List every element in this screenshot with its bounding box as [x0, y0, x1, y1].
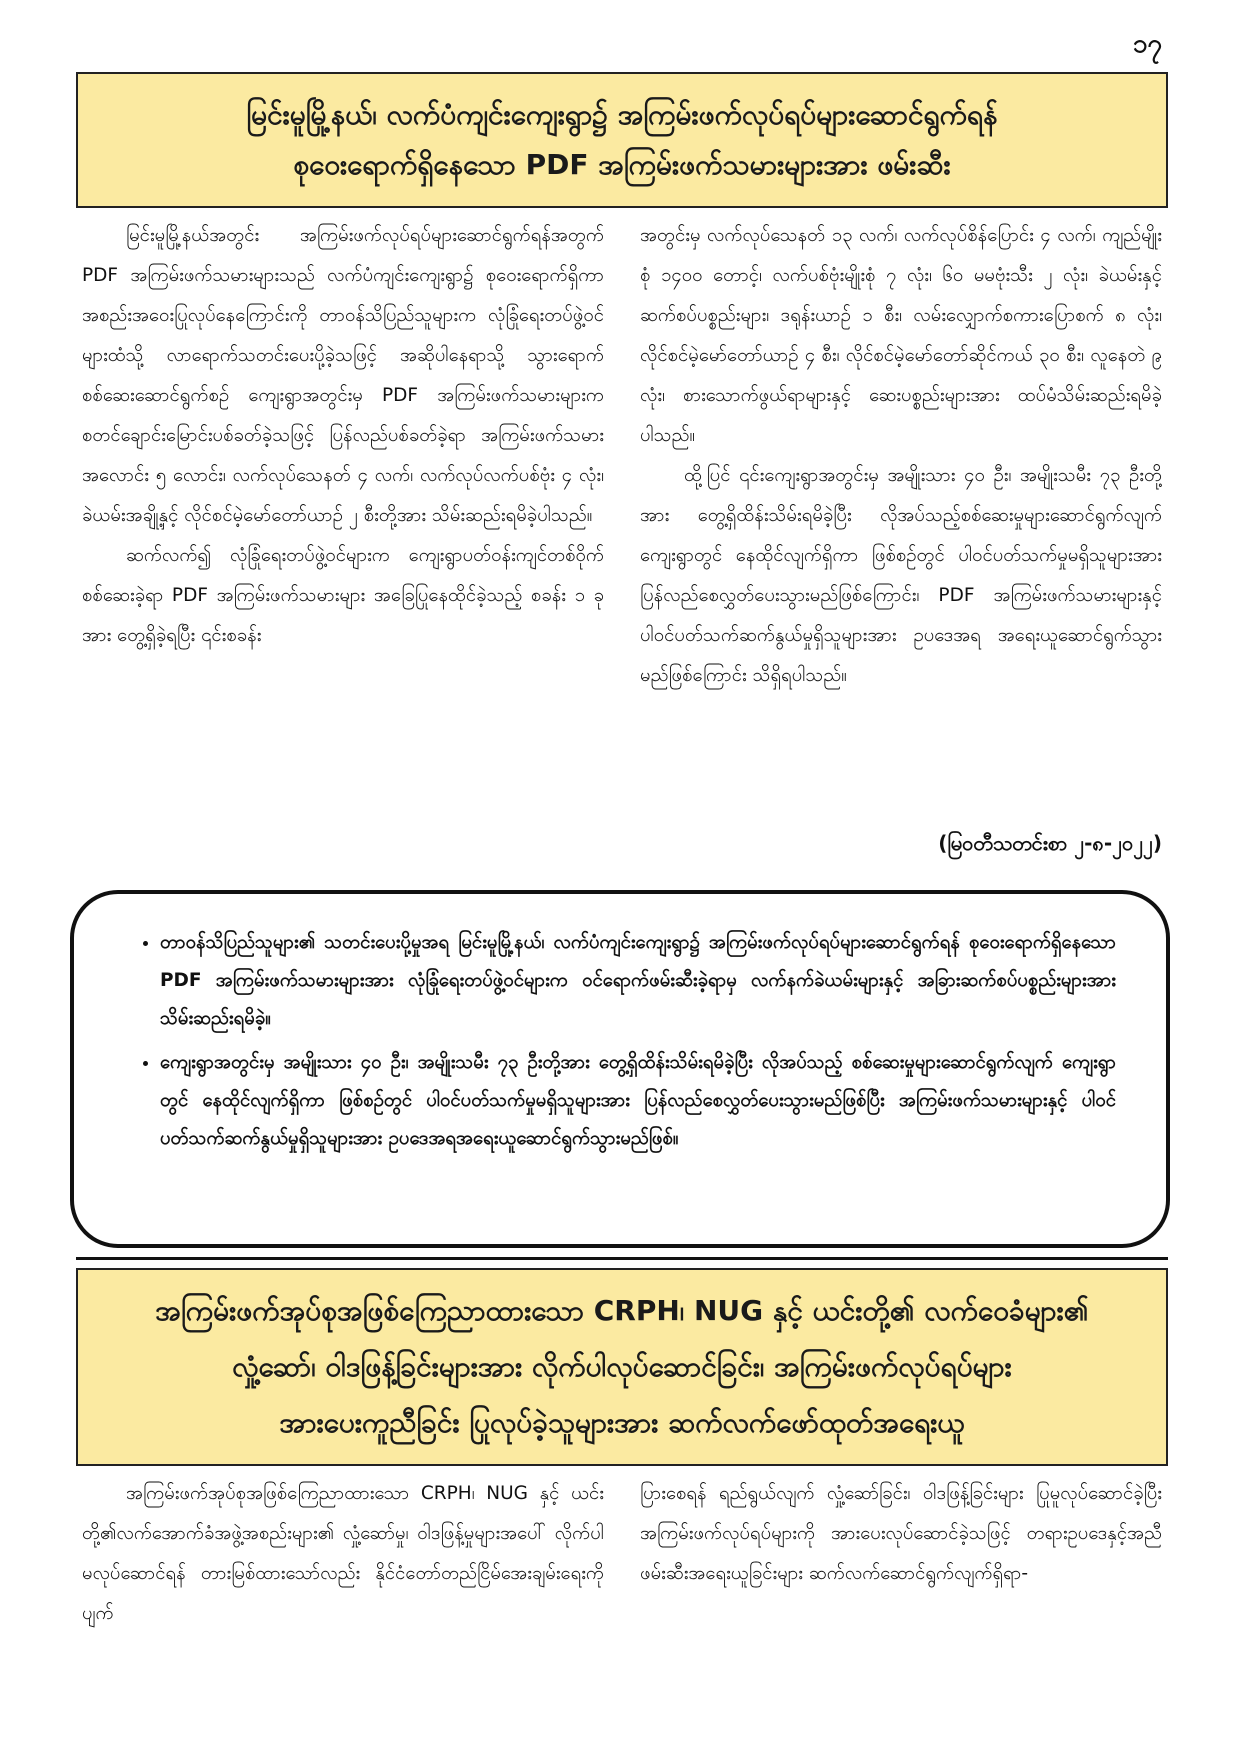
- page-number: ၁၇: [1132, 29, 1162, 59]
- article2-headline-line: လှုံ့ဆော်၊ ဝါဒဖြန့်ခြင်းများအား လိုက်ပါလုပ်ဆောင်ခြင်း၊ အကြမ်းဖက်လုပ်ရပ်များ: [232, 1350, 1012, 1383]
- article2-body: [82, 1474, 1162, 1654]
- summary-list: [126, 924, 1116, 1158]
- article1-headline: [76, 72, 1168, 208]
- article1-headline-line: စုဝေးရောက်ရှိနေသော PDF အကြမ်းဖက်သမားများအား ဖမ်းဆီး: [293, 148, 951, 181]
- section-divider: [76, 1257, 1168, 1260]
- article1-paragraph: မြင်းမူမြို့နယ်အတွင်း အကြမ်းဖက်လုပ်ရပ်များဆောင်ရွက်ရန်အတွက် PDF အကြမ်းဖက်သမားများသည် လက်ပံကျင်းကျေးရွာ၌ စုဝေးရောက်ရှိကာ အစည်းအဝေးပြုလုပ်နေကြောင်းကို တာဝန်သိပြည်သူများက လုံခြုံရေးတပ်ဖွဲ့ဝင်များထံသို့ လာရောက်သတင်းပေးပို့ခဲ့သဖြင့် အဆိုပါနေရာသို့ သွားရောက်စစ်ဆေးဆောင်ရွက်စဉ် ကျေးရွာအတွင်းမှ PDF အကြမ်းဖက်သမားများက စတင်ချောင်းမြောင်းပစ်ခတ်ခဲ့သဖြင့် ပြန်လည်ပစ်ခတ်ခဲ့ရာ အကြမ်းဖက်သမားအလောင်း ၅ လောင်း၊ လက်လုပ်သေနတ် ၄ လက်၊ လက်လုပ်လက်ပစ်ဗုံး ၄ လုံး၊ ခဲယမ်းအချို့နှင့် လိုင်စင်မဲ့မော်တော်ယာဉ် ၂ စီးတို့အား သိမ်းဆည်းရမိခဲ့ပါသည်။: [82, 225, 604, 526]
- article1-source: (မြဝတီသတင်းစာ ၂-၈-၂၀၂၂): [938, 831, 1162, 855]
- article1-left-column: [82, 216, 604, 816]
- article2-headline-line: အားပေးကူညီခြင်း ပြုလုပ်ခဲ့သူများအား ဆက်လက်ဖော်ထုတ်အရေးယူ: [279, 1406, 965, 1439]
- article2-right-column: [640, 1474, 1162, 1654]
- article1-headline-line: မြင်းမူမြို့နယ်၊ လက်ပံကျင်းကျေးရွာ၌ အကြမ်းဖက်လုပ်ရပ်များဆောင်ရွက်ရန်: [246, 98, 998, 131]
- article2-left-column: [82, 1474, 604, 1654]
- article1-body: [82, 216, 1162, 816]
- article1-paragraph: ထို့ပြင် ၎င်းကျေးရွာအတွင်းမှ အမျိုးသား ၄၀ ဦး၊ အမျိုးသမီး ၇၃ ဦးတို့အား တွေ့ရှိထိန်းသိမ်းရမိခဲ့ပြီး လိုအပ်သည့်စစ်ဆေးမှုများဆောင်ရွက်လျက် ကျေးရွာတွင် နေထိုင်လျက်ရှိကာ ဖြစ်စဉ်တွင် ပါဝင်ပတ်သက်မှုမရှိသူများအား ပြန်လည်စေလွှတ်ပေးသွားမည်ဖြစ်ကြောင်း၊ PDF အကြမ်းဖက်သမားများနှင့် ပါဝင်ပတ်သက်ဆက်နွယ်မှုရှိသူများအား ဥပဒေအရ အရေးယူဆောင်ရွက်သွားမည်ဖြစ်ကြောင်း သိရှိရပါသည်။: [640, 465, 1162, 686]
- article1-paragraph: အတွင်းမှ လက်လုပ်သေနတ် ၁၃ လက်၊ လက်လုပ်စိန်ပြောင်း ၄ လက်၊ ကျည်မျိုးစုံ ၁၄၀၀ တောင့်၊ လက်ပစ်ဗုံးမျိုးစုံ ၇ လုံး၊ ၆၀ မမဗုံးသီး ၂ လုံး၊ ခဲယမ်းနှင့် ဆက်စပ်ပစ္စည်းများ၊ ဒရုန်းယာဉ် ၁ စီး၊ လမ်းလျှောက်စကားပြောစက် ၈ လုံး၊ လိုင်စင်မဲ့မော်တော်ယာဉ် ၄ စီး၊ လိုင်စင်မဲ့မော်တော်ဆိုင်ကယ် ၃၀ စီး၊ လူနေတဲ ၉ လုံး၊ စားသောက်ဖွယ်ရာများနှင့် ဆေးပစ္စည်းများအား ထပ်မံသိမ်းဆည်းရမိခဲ့ပါသည်။: [640, 225, 1162, 446]
- article2-paragraph: အကြမ်းဖက်အုပ်စုအဖြစ်ကြေညာထားသော CRPH၊ NUG နှင့် ယင်းတို့၏လက်အောက်ခံအဖွဲ့အစည်းများ၏ လှုံ့ဆော်မှု၊ ဝါဒဖြန့်မှုများအပေါ် လိုက်ပါမလုပ်ဆောင်ရန် တားမြစ်ထားသော်လည်း နိုင်ငံတော်တည်ငြိမ်အေးချမ်းရေးကို ပျက်: [82, 1483, 604, 1624]
- summary-box: [70, 890, 1170, 1248]
- article1-right-column: [640, 216, 1162, 816]
- summary-bullet: • တာဝန်သိပြည်သူများ၏ သတင်းပေးပို့မှုအရ မြင်းမူမြို့နယ်၊ လက်ပံကျင်းကျေးရွာ၌ အကြမ်းဖက်လုပ်ရပ်များဆောင်ရွက်ရန် စုဝေးရောက်ရှိနေသော PDF အကြမ်းဖက်သမားများအား လုံခြုံရေးတပ်ဖွဲ့ဝင်များက ဝင်ရောက်ဖမ်းဆီးခဲ့ရာမှ လက်နက်ခဲယမ်းများနှင့် အခြားဆက်စပ်ပစ္စည်းများအား သိမ်းဆည်းရမိခဲ့။: [160, 924, 1116, 1038]
- article2-headline-line: အကြမ်းဖက်အုပ်စုအဖြစ်ကြေညာထားသော CRPH၊ NUG နှင့် ယင်းတို့၏ လက်ဝေခံများ၏: [155, 1294, 1089, 1327]
- article2-headline: [76, 1268, 1168, 1466]
- summary-bullet: • ကျေးရွာအတွင်းမှ အမျိုးသား ၄၀ ဦး၊ အမျိုးသမီး ၇၃ ဦးတို့အား တွေ့ရှိထိန်းသိမ်းရမိခဲ့ပြီး လိုအပ်သည့် စစ်ဆေးမှုများဆောင်ရွက်လျက် ကျေးရွာတွင် နေထိုင်လျက်ရှိကာ ဖြစ်စဉ်တွင် ပါဝင်ပတ်သက်မှုမရှိသူများအား ပြန်လည်စေလွှတ်ပေးသွားမည်ဖြစ်ပြီး အကြမ်းဖက်သမားများနှင့် ပါဝင်ပတ်သက်ဆက်နွယ်မှုရှိသူများအား ဥပဒေအရအရေးယူဆောင်ရွက်သွားမည်ဖြစ်။: [160, 1044, 1116, 1158]
- article2-paragraph: ပြားစေရန် ရည်ရွယ်လျက် လှုံ့ဆော်ခြင်း၊ ဝါဒဖြန့်ခြင်းများ ပြုမူလုပ်ဆောင်ခဲ့ပြီး အကြမ်းဖက်လုပ်ရပ်များကို အားပေးလုပ်ဆောင်ခဲ့သဖြင့် တရားဥပဒေနှင့်အညီ ဖမ်းဆီးအရေးယူခြင်းများ ဆက်လက်ဆောင်ရွက်လျက်ရှိရာ-: [640, 1483, 1162, 1584]
- article1-paragraph: ဆက်လက်၍ လုံခြုံရေးတပ်ဖွဲ့ဝင်များက ကျေးရွာပတ်ဝန်းကျင်တစ်ဝိုက် စစ်ဆေးခဲ့ရာ PDF အကြမ်းဖက်သမားများ အခြေပြုနေထိုင်ခဲ့သည့် စခန်း ၁ ခုအား တွေ့ရှိခဲ့ရပြီး ၎င်းစခန်း: [82, 545, 604, 646]
